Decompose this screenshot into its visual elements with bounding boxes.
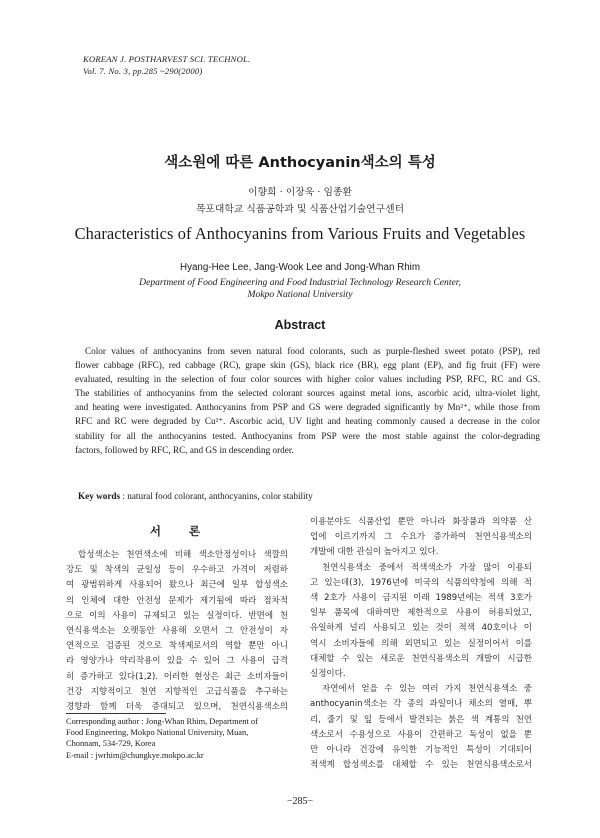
- body-line: 적색계 합성색소를 대체할 수 있는 천연식용색소로서: [310, 760, 532, 771]
- body-line: 리, 줄기 및 잎 등에서 발견되는 붉은 색 계통의 천연: [310, 714, 532, 725]
- body-line: 건강 지향적이고 천연 지향적인 고급식품을 추구하는: [66, 686, 288, 697]
- abstract-body: [75, 344, 540, 457]
- body-line: 개발에 대한 관심이 높아지고 있다.: [310, 547, 439, 558]
- body-line: 색소로서 수용성으로 사용이 간편하고 독성이 없을 뿐: [310, 729, 532, 740]
- corresponding-author-footnote: [66, 716, 296, 761]
- keywords: [78, 491, 313, 501]
- left-column-text: [66, 548, 288, 715]
- body-line: 실정이다.: [310, 669, 346, 680]
- abstract-line: factors, followed by RFC, RC, and GS in descending order.: [75, 444, 294, 455]
- body-line: 합성색소는 천연색소에 비해 색소안정성이나 색깔의: [78, 550, 288, 560]
- footnote-line: Chonnam, 534-729, Korea: [66, 739, 156, 749]
- body-line: 라 영양가나 약리작용이 있을 수 있어 그 사용이 급격: [66, 656, 288, 667]
- body-line: 고 있는데(3), 1976년에 미국의 식품의약청에 의해 적: [310, 577, 532, 588]
- footnote-line: Food Engineering, Mokpo National University, Muan,: [66, 728, 249, 738]
- abstract-line: RFC and RC were degraded by Cu²⁺. Ascorbic acid, UV light and heating commonly caused a decrease in the color: [75, 416, 540, 427]
- abstract-line: stability for all the anthocyanins tested. Anthocyanins from PSP were the most stable against the color-degrading: [75, 430, 540, 441]
- body-line: 여 광범위하게 사용되어 왔으나 최근에 일부 합성색소: [66, 580, 288, 591]
- body-line: 대체할 수 있는 새로운 천연식용색소의 개발이 시급한: [310, 653, 532, 664]
- footnote-divider: [66, 713, 166, 714]
- affiliation-english-line: Mokpo National University: [247, 289, 353, 300]
- affiliation-english-line: Department of Food Engineering and Food Industrial Technology Research Center,: [139, 277, 461, 288]
- body-line: anthocyanin색소는 각 종의 과일이나 채소의 열매, 뿌: [310, 699, 532, 710]
- affiliation-korean: 목포대학교 식품공학과 및 식품산업기술연구센터: [195, 204, 405, 215]
- body-line: 연적으로 검증된 것으로 착색제로서의 역할 뿐만 아니: [66, 641, 288, 652]
- body-line: 으로 이의 사용이 규제되고 있는 실정이다. 반면에 천: [66, 610, 288, 621]
- body-line: 유일하게 널리 사용되고 있는 것이 적색 40호이나 이: [310, 623, 532, 634]
- body-line: 히 증가하고 있다(1,2). 이러한 현상은 최근 소비자들이: [66, 671, 288, 682]
- section-heading-introduction: 서 론: [149, 524, 213, 538]
- authors-korean: 이향희 · 이장욱 · 임종환: [248, 187, 352, 198]
- body-line: 만 아니라 건강에 유익한 기능적인 특성이 기대되어: [310, 745, 532, 756]
- body-line: 의 인체에 대한 안전성 문제가 제기됨에 따라 점차적: [66, 595, 288, 606]
- right-column-text: [310, 515, 532, 773]
- keywords-label: Key words: [78, 491, 121, 501]
- abstract-line: The stabilities of anthocyanins from the selected colorant sources against metal ions, ascorbic acid, ultra-violet light,: [75, 388, 540, 399]
- abstract-line: Color values of anthocyanins from seven natural food colorants, such as purple-fleshed sweet potato (PSP), red: [85, 346, 540, 356]
- abstract-heading: Abstract: [274, 318, 326, 332]
- title-english: Characteristics of Anthocyanins from Various Fruits and Vegetables: [74, 224, 526, 243]
- body-line: 역시 소비자들에 의해 외면되고 있는 실정이어서 이를: [310, 638, 532, 649]
- body-line: 자연에서 얻을 수 있는 여러 가지 천연식용색소 중: [322, 684, 532, 695]
- footnote-line: Corresponding author : Jong-Whan Rhim, Department of: [66, 717, 258, 726]
- body-line: 연식용색소는 오랫동안 사용해 오면서 그 안전성이 자: [66, 626, 288, 637]
- body-line: 강도 및 착색의 균일성 등이 우수하고 가격이 저렴하: [66, 565, 288, 576]
- body-line: 경향과 함께 더욱 증대되고 있으며, 천연식용색소의: [66, 702, 288, 713]
- body-line: 일부 품목에 대하여만 제한적으로 사용이 허용되었고,: [310, 608, 532, 619]
- footnote-email: E-mail : jwrhim@chungkye.mokpo.ac.kr: [66, 750, 204, 760]
- journal-name: KOREAN J. POSTHARVEST SCI. TECHNOL.: [83, 54, 251, 64]
- authors-english: Hyang-Hee Lee, Jang-Wook Lee and Jong-Whan Rhim: [180, 262, 420, 273]
- abstract-line: flower cabbage (RFC), red cabbage (RC), grape skin (GS), black rice (BR), egg plant (EP), and fig fruit (FF) were: [75, 360, 540, 371]
- journal-header: [83, 53, 250, 77]
- abstract-line: evaluated, resulting in the selection of four color sources with higher color values including PSP, RFC, RC and GS.: [75, 374, 540, 385]
- body-line: 색 2호가 사용이 금지된 이래 1989년에는 적색 3호가: [310, 593, 532, 604]
- keywords-text: : natural food colorant, anthocyanins, color stability: [120, 491, 313, 501]
- page-number: −285−: [286, 796, 314, 807]
- title-korean: 색소원에 따른 Anthocyanin색소의 특성: [164, 155, 436, 171]
- abstract-line: and heating were investigated. Anthocyanins from PSP and GS were degraded significantly by Mn²⁺, while those from: [75, 402, 540, 413]
- body-line: 이용분야도 식품산업 뿐만 아니라 화장품과 의약품 산: [310, 517, 532, 527]
- journal-volume: Vol. 7. No. 3, pp.285 ~290(2000): [83, 66, 203, 76]
- affiliation-english: [0, 277, 600, 301]
- body-line: 업에 이르기까지 그 수요가 증가하여 천연식용색소의: [310, 532, 532, 543]
- body-line: 천연식용색소 중에서 적색색소가 가장 많이 이용되: [322, 562, 532, 573]
